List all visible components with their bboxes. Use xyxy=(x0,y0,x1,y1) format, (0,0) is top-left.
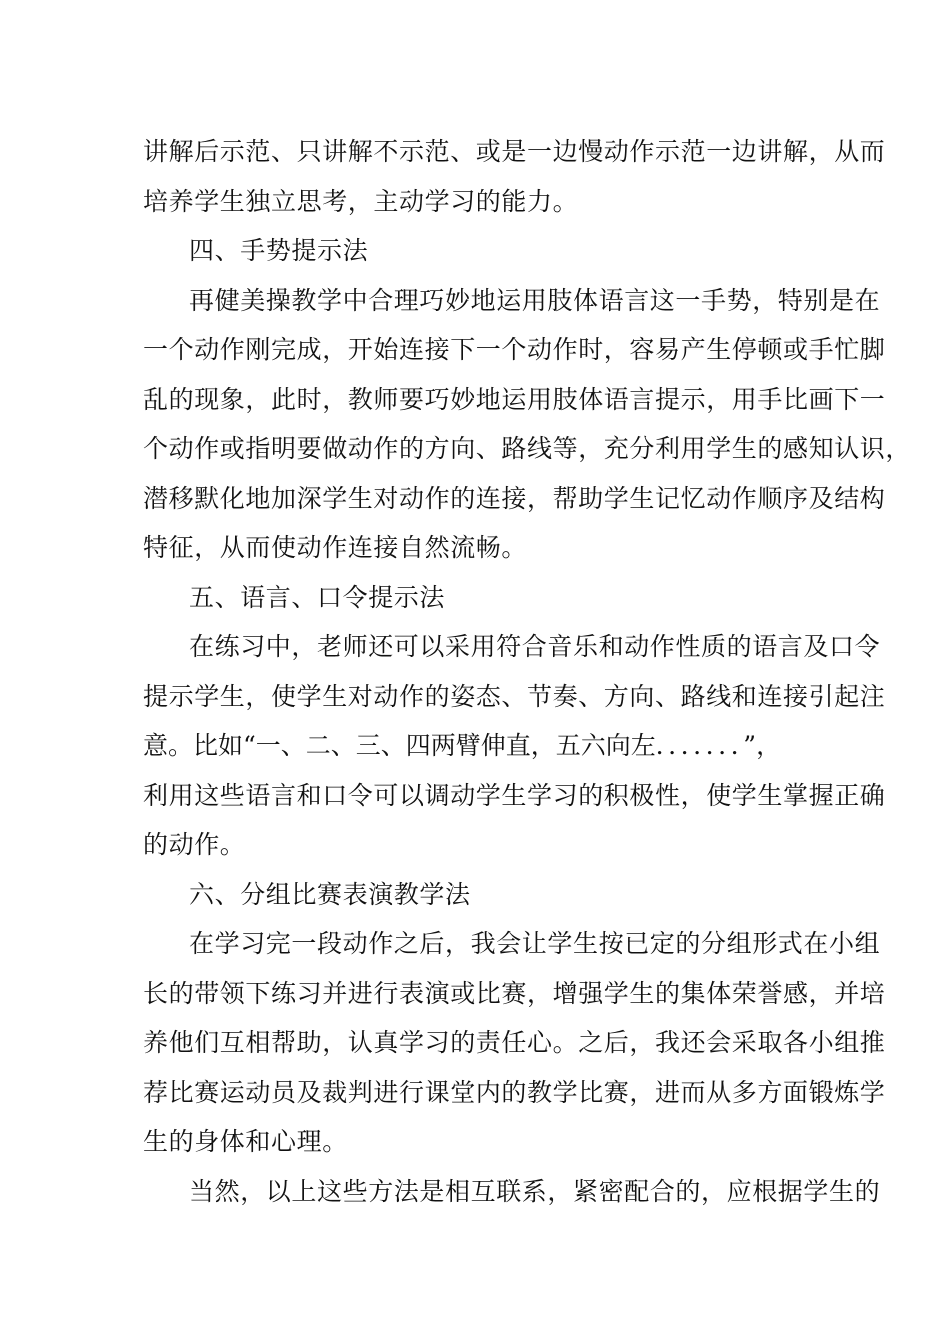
paragraph-line: 意。比如“一、二、三、四两臂伸直，五六向左．．．．．．．”， xyxy=(143,731,782,760)
paragraph-line: 潜移默化地加深学生对动作的连接，帮助学生记忆动作顺序及结构 xyxy=(143,483,886,513)
paragraph-line: 再健美操教学中合理巧妙地运用肢体语言这一手势，特别是在 xyxy=(189,285,881,315)
paragraph-line: 当然，以上这些方法是相互联系，紧密配合的，应根据学生的 xyxy=(189,1176,881,1206)
paragraph-line: 乱的现象，此时，教师要巧妙地运用肢体语言提示，用手比画下一 xyxy=(143,384,886,414)
body-text xyxy=(143,127,912,1216)
paragraph-line: 个动作或指明要做动作的方向、路线等，充分利用学生的感知认识， xyxy=(143,434,912,463)
paragraph-line: 荐比赛运动员及裁判进行课堂内的教学比赛，进而从多方面锻炼学 xyxy=(143,1077,886,1107)
paragraph-line: 的动作。 xyxy=(143,830,246,859)
paragraph-line: 在学习完一段动作之后，我会让学生按已定的分组形式在小组 xyxy=(189,929,881,958)
paragraph-line: 讲解后示范、只讲解不示范、或是一边慢动作示范一边讲解，从而 xyxy=(143,137,886,166)
paragraph-line: 一个动作刚完成，开始连接下一个动作时，容易产生停顿或手忙脚 xyxy=(143,335,886,364)
paragraph-line: 提示学生，使学生对动作的姿态、节奏、方向、路线和连接引起注 xyxy=(143,681,886,711)
paragraph-line: 利用这些语言和口令可以调动学生学习的积极性，使学生掌握正确 xyxy=(143,780,886,810)
paragraph-line: 培养学生独立思考，主动学习的能力。 xyxy=(143,186,579,216)
paragraph-line: 长的带领下练习并进行表演或比赛，增强学生的集体荣誉感，并培 xyxy=(143,978,886,1008)
paragraph-line: 在练习中，老师还可以采用符合音乐和动作性质的语言及口令 xyxy=(189,632,881,661)
section-heading-6: 六、分组比赛表演教学法 xyxy=(189,879,471,909)
paragraph-line: 养他们互相帮助，认真学习的责任心。之后，我还会采取各小组推 xyxy=(143,1028,886,1057)
paragraph-line: 生的身体和心理。 xyxy=(143,1127,348,1156)
section-heading-4: 四、手势提示法 xyxy=(189,236,369,265)
paragraph-line: 特征，从而使动作连接自然流畅。 xyxy=(143,533,528,562)
section-heading-5: 五、语言、口令提示法 xyxy=(189,582,446,612)
